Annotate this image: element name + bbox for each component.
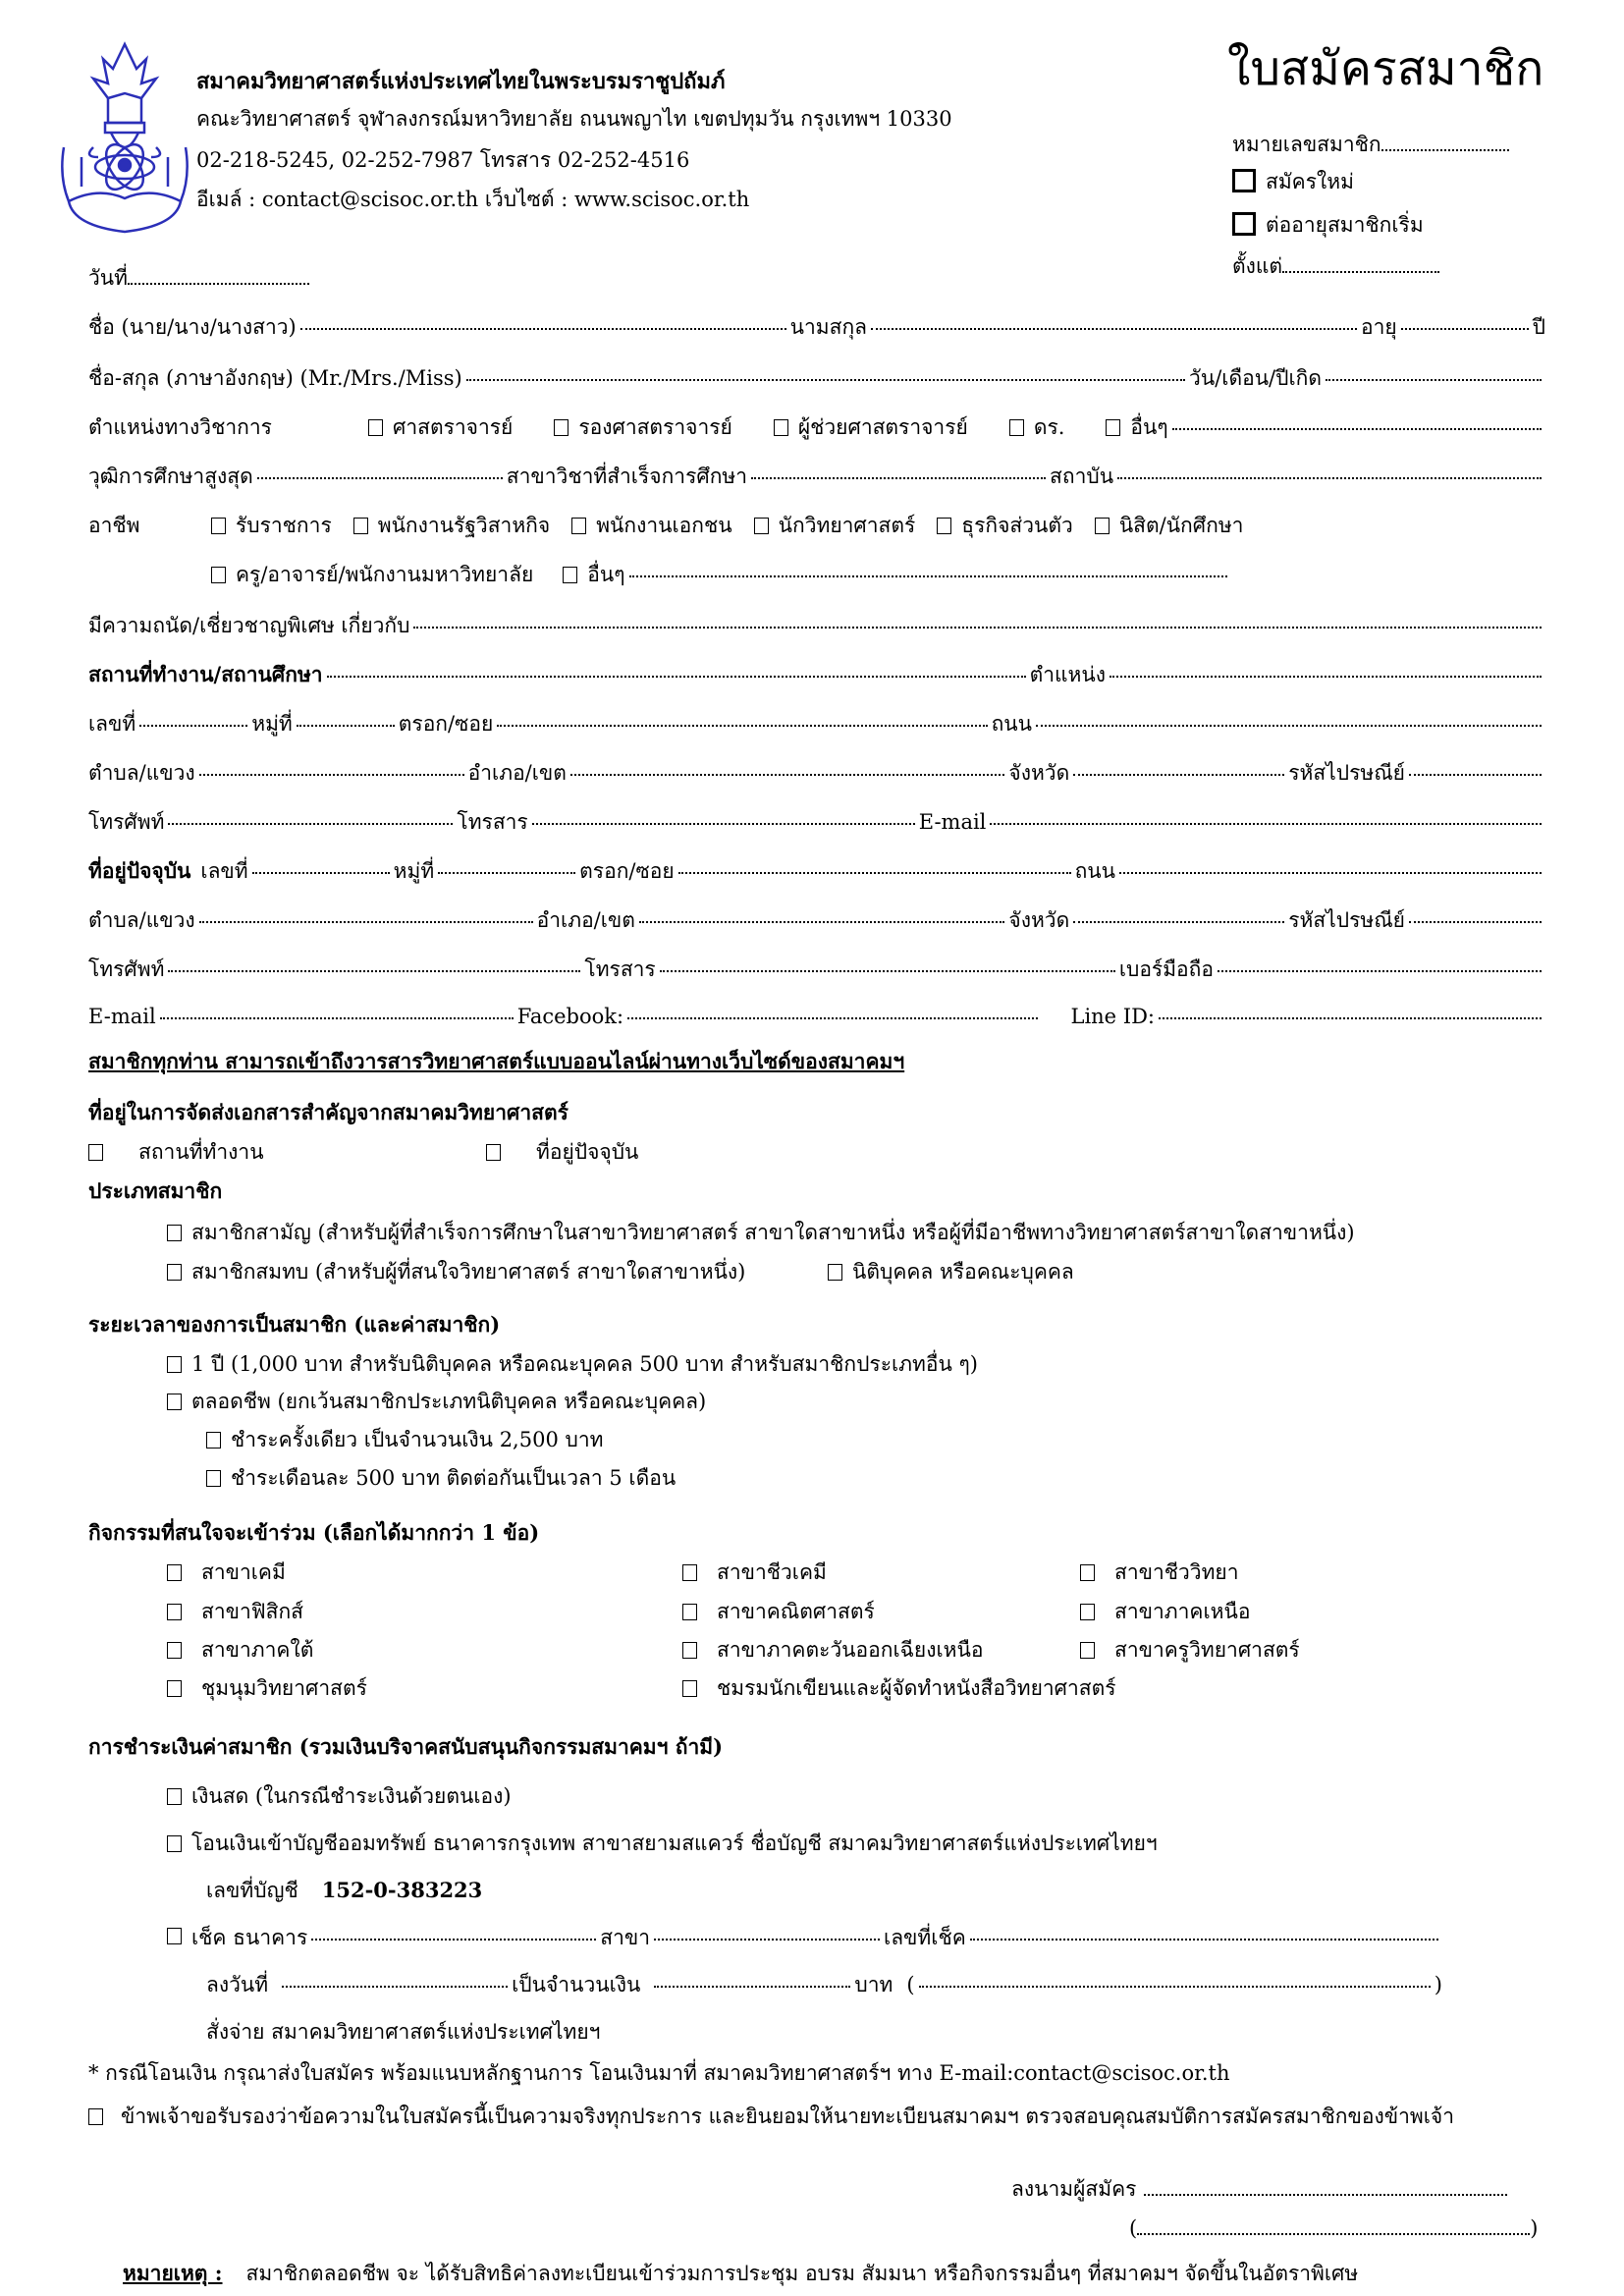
new-member-label: สมัครใหม่: [1266, 170, 1354, 193]
since-field[interactable]: [1232, 251, 1439, 281]
mailing-heading: ที่อยู่ในการจัดส่งเอกสารสำคัญจากสมาคมวิทยาศาสตร์: [88, 1100, 568, 1124]
checkbox[interactable]: [167, 1394, 182, 1410]
checkbox[interactable]: [353, 518, 368, 534]
occupation-option[interactable]: [571, 511, 731, 540]
monthly-option[interactable]: [206, 1463, 676, 1493]
cheque-date-input[interactable]: [282, 1986, 508, 1988]
province-label: จังหวัด: [1008, 761, 1070, 785]
lifetime-option[interactable]: [167, 1387, 706, 1416]
activities-heading: กิจกรรมที่สนใจจะเข้าร่วม (เลือกได้มากกว่า 1 ข้อ): [88, 1520, 540, 1545]
degree-input[interactable]: [257, 477, 503, 479]
moo-label: หมู่ที่: [393, 859, 435, 883]
mobile-input[interactable]: [1218, 970, 1542, 972]
option-label: พนักงานเอกชน: [596, 514, 732, 537]
workplace-input[interactable]: [327, 676, 1026, 678]
option-label: สาขาชีววิทยา: [1114, 1560, 1239, 1584]
checkbox[interactable]: [368, 419, 383, 436]
occupation-row-2: [211, 560, 1231, 589]
academic-other-input[interactable]: [1172, 428, 1542, 430]
checkbox[interactable]: [167, 1356, 182, 1373]
road-label: ถนน: [991, 712, 1032, 736]
occupation-row: [88, 511, 1545, 540]
date-label: วันที่: [88, 266, 128, 290]
transfer-option[interactable]: [167, 1829, 1158, 1858]
english-name-input[interactable]: [466, 379, 1185, 381]
option-label: ชุมนุมวิทยาศาสตร์: [201, 1676, 367, 1700]
checkbox[interactable]: [937, 518, 951, 534]
option-label: สาขาภาคใต้: [201, 1638, 314, 1662]
checkbox[interactable]: [167, 1604, 182, 1620]
home-district-row: [88, 905, 1545, 935]
renew-option[interactable]: [1232, 210, 1424, 240]
checkbox[interactable]: [563, 567, 577, 583]
line-input[interactable]: [1159, 1017, 1542, 1019]
option-label: ผู้ช่วยศาสตราจารย์: [797, 415, 968, 439]
activity-option[interactable]: [1080, 1558, 1239, 1587]
account-number-value: 152-0-383223: [321, 1878, 483, 1902]
age-input[interactable]: [1401, 328, 1529, 330]
english-name-row: [88, 363, 1545, 393]
district-label: อำเภอ/เขต: [467, 761, 567, 785]
occupation-option[interactable]: [1095, 511, 1244, 540]
signature-field[interactable]: [1011, 2174, 1507, 2204]
option-label: ที่อยู่ปัจจุบัน: [536, 1140, 639, 1164]
cheque-no-label: เลขที่เช็ค: [884, 1926, 966, 1949]
no-label: เลขที่: [200, 859, 248, 883]
activity-option[interactable]: [167, 1673, 367, 1703]
subdistrict-input[interactable]: [199, 921, 533, 923]
soi-label: ตรอก/ซอย: [579, 859, 675, 883]
option-label: อื่นๆ: [587, 563, 625, 586]
activity-option[interactable]: [682, 1558, 827, 1587]
option-label: สมาชิกสมทบ (สำหรับผู้ที่สนใจวิทยาศาสตร์ สาขาใดสาขาหนึ่ง): [191, 1260, 746, 1284]
renew-label: ต่ออายุสมาชิกเริ่ม: [1266, 213, 1424, 237]
juristic-member-option[interactable]: [828, 1257, 1074, 1286]
org-phone: 02-218-5245, 02-252-7987 โทรสาร 02-252-4516: [196, 148, 690, 172]
checkbox[interactable]: [167, 1680, 182, 1697]
occupation-option[interactable]: [563, 560, 624, 589]
checkbox[interactable]: [88, 2108, 103, 2125]
remark-label: หมายเหตุ :: [123, 2261, 223, 2285]
soi-input[interactable]: [497, 725, 987, 727]
name-input[interactable]: [300, 328, 786, 330]
academic-option[interactable]: [368, 412, 513, 442]
province-input[interactable]: [1073, 921, 1284, 923]
cheque-bank-label: เช็ค ธนาคาร: [191, 1926, 308, 1949]
option-label: ชมรมนักเขียนและผู้จัดทำหนังสือวิทยาศาสตร์: [717, 1676, 1116, 1700]
home-address-label: ที่อยู่ปัจจุบัน: [88, 858, 191, 883]
mailing-option-home[interactable]: [486, 1137, 638, 1167]
province-label: จังหวัด: [1008, 908, 1070, 932]
dob-input[interactable]: [1326, 379, 1542, 381]
subdistrict-label: ตำบล/แขวง: [88, 908, 195, 932]
payment-heading: การชำระเงินค่าสมาชิก (รวมเงินบริจาคสนับสนุนกิจกรรมสมาคมฯ ถ้ามี): [88, 1734, 724, 1759]
org-address: คณะวิทยาศาสตร์ จุฬาลงกรณ์มหาวิทยาลัย ถนนพญาไท เขตปทุมวัน กรุงเทพฯ 10330: [196, 107, 952, 131]
work-contact-row: [88, 807, 1545, 837]
checkbox[interactable]: [682, 1604, 697, 1620]
printed-name-field[interactable]: ( ): [1129, 2216, 1539, 2240]
activity-option[interactable]: [682, 1597, 875, 1626]
age-label: อายุ: [1360, 315, 1397, 339]
occupation-other-input[interactable]: [629, 575, 1227, 577]
email-input[interactable]: [160, 1017, 514, 1019]
name-label: ชื่อ (นาย/นาง/นางสาว): [88, 315, 297, 339]
baht-label: บาท: [854, 1973, 893, 1996]
fax-input[interactable]: [532, 823, 915, 825]
academic-row: [88, 412, 1545, 442]
option-label: ศาสตราจารย์: [393, 415, 514, 439]
subdistrict-input[interactable]: [199, 774, 464, 776]
occupation-option[interactable]: [353, 511, 550, 540]
moo-input[interactable]: [438, 872, 575, 874]
activity-option[interactable]: [682, 1673, 1116, 1703]
cheque-date-row: ลงวันที่ เป็นจำนวนเงิน บาท ( ): [206, 1970, 1442, 1999]
checkbox[interactable]: [88, 1144, 103, 1161]
option-label: สาขาครูวิทยาศาสตร์: [1114, 1638, 1300, 1662]
checkbox[interactable]: [206, 1470, 221, 1487]
checkbox[interactable]: [167, 1788, 182, 1805]
occupation-option[interactable]: [937, 511, 1073, 540]
checkbox[interactable]: [167, 1928, 182, 1944]
district-input[interactable]: [570, 774, 1004, 776]
fax-label: โทรสาร: [584, 957, 656, 981]
activity-option[interactable]: [167, 1558, 286, 1587]
postcode-input[interactable]: [1409, 921, 1542, 923]
checkbox[interactable]: [167, 1642, 182, 1659]
occupation-option[interactable]: [211, 560, 533, 589]
province-input[interactable]: [1073, 774, 1284, 776]
postcode-input[interactable]: [1409, 774, 1542, 776]
year-label: ปี: [1532, 315, 1546, 339]
position-label: ตำแหน่ง: [1029, 663, 1106, 686]
activity-option[interactable]: [682, 1635, 983, 1665]
email-label: E-mail: [88, 1005, 156, 1028]
phone-label: โทรศัพท์: [88, 810, 165, 834]
option-label: เงินสด (ในกรณีชำระเงินด้วยตนเอง): [191, 1784, 512, 1808]
ordinary-member-option[interactable]: [167, 1218, 1355, 1247]
checkbox[interactable]: [1080, 1564, 1095, 1581]
degree-label: วุฒิการศึกษาสูงสุด: [88, 465, 253, 488]
duration-heading: ระยะเวลาของการเป็นสมาชิก (และค่าสมาชิก): [88, 1312, 501, 1337]
checkbox[interactable]: [1080, 1604, 1095, 1620]
fax-input[interactable]: [660, 970, 1115, 972]
option-label: ชำระครั้งเดียว เป็นจำนวนเงิน 2,500 บาท: [231, 1428, 604, 1451]
no-label: เลขที่: [88, 712, 136, 736]
moo-label: หมู่ที่: [251, 712, 293, 736]
new-member-option[interactable]: [1232, 167, 1354, 196]
email-label: E-mail: [918, 810, 987, 834]
option-label: สาขาคณิตศาสตร์: [717, 1600, 875, 1623]
checkbox[interactable]: [167, 1225, 182, 1241]
member-number-label: หมายเลขสมาชิก: [1232, 133, 1381, 156]
checkbox[interactable]: [211, 518, 226, 534]
cheque-no-input[interactable]: [970, 1939, 1438, 1941]
road-input[interactable]: [1119, 872, 1542, 874]
institute-input[interactable]: [1117, 477, 1542, 479]
expertise-row: [88, 611, 1545, 640]
option-label: สาขาชีวเคมี: [717, 1560, 827, 1584]
activity-option[interactable]: [1080, 1635, 1300, 1665]
academic-label: ตำแหน่งทางวิชาการ: [88, 415, 272, 439]
checkbox[interactable]: [1232, 169, 1256, 192]
road-input[interactable]: [1036, 725, 1542, 727]
checkbox[interactable]: [1232, 212, 1256, 236]
occupation-option[interactable]: [754, 511, 916, 540]
moo-input[interactable]: [297, 725, 395, 727]
signature-label: ลงนามผู้สมัคร: [1011, 2177, 1137, 2201]
activity-option[interactable]: [1080, 1597, 1250, 1626]
expertise-input[interactable]: [413, 627, 1542, 629]
position-input[interactable]: [1110, 676, 1542, 678]
account-number: [206, 1876, 482, 1905]
line-label: Line ID:: [1070, 1005, 1155, 1028]
option-label: 1 ปี (1,000 บาท สำหรับนิติบุคคล หรือคณะบุคคล 500 บาท สำหรับสมาชิกประเภทอื่น ๆ): [191, 1352, 978, 1376]
road-label: ถนน: [1074, 859, 1115, 883]
institute-label: สถาบัน: [1050, 465, 1114, 488]
option-label: ดร.: [1033, 415, 1065, 439]
no-input[interactable]: [252, 872, 390, 874]
fax-label: โทรสาร: [457, 810, 528, 834]
checkbox[interactable]: [1095, 518, 1110, 534]
phone-label: โทรศัพท์: [88, 957, 165, 981]
expertise-label: มีความถนัด/เชี่ยวชาญพิเศษ เกี่ยวกับ: [88, 614, 410, 637]
associate-member-option[interactable]: [167, 1257, 745, 1286]
option-label: สาขาภาคตะวันออกเฉียงเหนือ: [717, 1638, 984, 1662]
field-label: สาขาวิชาที่สำเร็จการศึกษา: [506, 465, 748, 488]
option-label: นักวิทยาศาสตร์: [778, 514, 916, 537]
checkbox[interactable]: [1009, 419, 1024, 436]
surname-label: นามสกุล: [789, 315, 868, 339]
page-title: ใบสมัครสมาชิก: [1227, 41, 1544, 96]
subdistrict-label: ตำบล/แขวง: [88, 761, 195, 785]
transfer-note: * กรณีโอนเงิน กรุณาส่งใบสมัคร พร้อมแนบหลักฐานการ โอนเงินมาที่ สมาคมวิทยาศาสตร์ฯ ทาง E-mail:contact@scisoc.or.th: [88, 2061, 1230, 2085]
since-label: ตั้งแต่: [1232, 254, 1283, 278]
option-label: ธุรกิจส่วนตัว: [961, 514, 1073, 537]
home-contact-row: [88, 955, 1545, 984]
option-label: สาขาเคมี: [201, 1560, 286, 1584]
payable-to: สั่งจ่าย สมาคมวิทยาศาสตร์แห่งประเทศไทยฯ: [206, 2020, 601, 2044]
checkbox[interactable]: [167, 1264, 182, 1281]
account-label: เลขที่บัญชี: [206, 1879, 298, 1902]
facebook-input[interactable]: [627, 1017, 1037, 1019]
academic-option[interactable]: [774, 412, 968, 442]
society-logo: [54, 39, 196, 236]
checkbox[interactable]: [1106, 419, 1120, 436]
checkbox[interactable]: [554, 419, 568, 436]
amount-input[interactable]: [654, 1986, 850, 1988]
checkbox[interactable]: [571, 518, 586, 534]
work-address-row: [88, 709, 1545, 738]
option-label: สมาชิกสามัญ (สำหรับผู้ที่สำเร็จการศึกษาในสาขาวิทยาศาสตร์ สาขาใดสาขาหนึ่ง หรือผู้ที่มีอาชีพทางวิทยาศาสตร์สาขาใดสาขาหนึ่ง): [191, 1221, 1355, 1244]
option-label: ครู/อาจารย์/พนักงานมหาวิทยาลัย: [236, 563, 534, 586]
checkbox[interactable]: [211, 567, 226, 583]
cheque-date-label: ลงวันที่: [206, 1973, 269, 1996]
option-label: ชำระเดือนละ 500 บาท ติดต่อกันเป็นเวลา 5 เดือน: [231, 1466, 677, 1490]
academic-option[interactable]: [554, 412, 731, 442]
english-name-label: ชื่อ-สกุล (ภาษาอังกฤษ) (Mr./Mrs./Miss): [88, 366, 462, 390]
no-input[interactable]: [139, 725, 247, 727]
phone-input[interactable]: [168, 970, 580, 972]
district-input[interactable]: [639, 921, 1004, 923]
option-label: โอนเงินเข้าบัญชีออมทรัพย์ ธนาคารกรุงเทพ สาขาสยามสแควร์ ชื่อบัญชี สมาคมวิทยาศาสตร์แห่งประเทศไทยฯ: [191, 1831, 1158, 1855]
checkbox[interactable]: [774, 419, 788, 436]
option-label: สถานที่ทำงาน: [138, 1140, 264, 1164]
date-field[interactable]: [88, 263, 309, 293]
online-journal-notice: สมาชิกทุกท่าน สามารถเข้าถึงวารสารวิทยาศาสตร์แบบออนไลน์ผ่านทางเว็บไซด์ของสมาคมฯ: [88, 1049, 905, 1073]
checkbox[interactable]: [754, 518, 769, 534]
checkbox[interactable]: [1080, 1642, 1095, 1659]
work-district-row: [88, 758, 1545, 788]
one-year-option[interactable]: [167, 1349, 978, 1379]
name-row: [88, 312, 1545, 342]
remark-text: สมาชิกตลอดชีพ จะ ได้รับสิทธิค่าลงทะเบียนเข้าร่วมการประชุม อบรม สัมมนา หรือกิจกรรมอื่นๆ ที่สมาคมฯ จัดขึ้นในอัตราพิเศษ: [245, 2262, 1359, 2285]
checkbox[interactable]: [167, 1835, 182, 1852]
member-number-field[interactable]: [1232, 130, 1509, 159]
checkbox[interactable]: [682, 1680, 697, 1697]
amount-label: เป็นจำนวนเงิน: [512, 1973, 641, 1996]
cheque-bank-input[interactable]: [311, 1939, 596, 1941]
checkbox[interactable]: [682, 1642, 697, 1659]
remark: [123, 2259, 1358, 2288]
checkbox[interactable]: [682, 1564, 697, 1581]
workplace-label: สถานที่ทำงาน/สถานศึกษา: [88, 662, 323, 686]
dob-label: วัน/เดือน/ปีเกิด: [1189, 366, 1322, 390]
field-input[interactable]: [751, 477, 1046, 479]
certify-label: ข้าพเจ้าขอรับรองว่าข้อความในใบสมัครนี้เป็นความจริงทุกประการ และยินยอมให้นายทะเบียนสมาคมฯ ตรวจสอบคุณสมบัติการสมัครสมาชิกของข้าพเจ้า: [121, 2105, 1454, 2128]
org-contact: อีเมล์ : contact@scisoc.or.th เว็บไซต์ : www.scisoc.or.th: [196, 188, 750, 211]
certify-option[interactable]: [88, 2102, 1454, 2131]
soi-input[interactable]: [678, 872, 1071, 874]
occupation-option[interactable]: [211, 511, 332, 540]
checkbox[interactable]: [828, 1264, 842, 1281]
checkbox[interactable]: [167, 1564, 182, 1581]
mailing-option-work[interactable]: [88, 1137, 264, 1167]
option-label: รองศาสตราจารย์: [578, 415, 732, 439]
option-label: ตลอดชีพ (ยกเว้นสมาชิกประเภทนิติบุคคล หรือคณะบุคคล): [191, 1390, 707, 1413]
option-label: พนักงานรัฐวิสาหกิจ: [377, 514, 551, 537]
amount-words-input[interactable]: [919, 1986, 1431, 1988]
branch-input[interactable]: [654, 1939, 880, 1941]
home-social-row: [88, 1002, 1545, 1031]
education-row: [88, 462, 1545, 491]
cash-option[interactable]: [167, 1781, 512, 1811]
option-label: สาขาภาคเหนือ: [1114, 1600, 1251, 1623]
district-label: อำเภอ/เขต: [536, 908, 635, 932]
option-label: รับราชการ: [236, 514, 332, 537]
checkbox[interactable]: [206, 1432, 221, 1449]
postcode-label: รหัสไปรษณีย์: [1288, 908, 1405, 932]
option-label: อื่นๆ: [1130, 415, 1168, 439]
academic-option[interactable]: [1106, 412, 1167, 442]
home-address-row: [88, 856, 1545, 886]
activity-option[interactable]: [167, 1597, 303, 1626]
academic-option[interactable]: [1009, 412, 1065, 442]
member-type-heading: ประเภทสมาชิก: [88, 1178, 223, 1203]
checkbox[interactable]: [486, 1144, 501, 1161]
surname-input[interactable]: [871, 328, 1357, 330]
mobile-label: เบอร์มือถือ: [1118, 957, 1214, 981]
org-name: สมาคมวิทยาศาสตร์แห่งประเทศไทยในพระบรมราชูปถัมภ์: [196, 69, 726, 94]
activity-option[interactable]: [167, 1635, 313, 1665]
option-label: นิสิต/นักศึกษา: [1118, 514, 1244, 537]
option-label: นิติบุคคล หรือคณะบุคคล: [852, 1260, 1074, 1284]
facebook-label: Facebook:: [516, 1005, 624, 1028]
postcode-label: รหัสไปรษณีย์: [1288, 761, 1405, 785]
occupation-label: อาชีพ: [88, 514, 140, 537]
lump-sum-option[interactable]: [206, 1425, 603, 1454]
phone-input[interactable]: [168, 823, 453, 825]
branch-label: สาขา: [600, 1926, 651, 1949]
email-input[interactable]: [990, 823, 1542, 825]
soi-label: ตรอก/ซอย: [398, 712, 494, 736]
cheque-row: [167, 1923, 1442, 1952]
option-label: สาขาฟิสิกส์: [201, 1600, 303, 1623]
workplace-row: [88, 660, 1545, 689]
